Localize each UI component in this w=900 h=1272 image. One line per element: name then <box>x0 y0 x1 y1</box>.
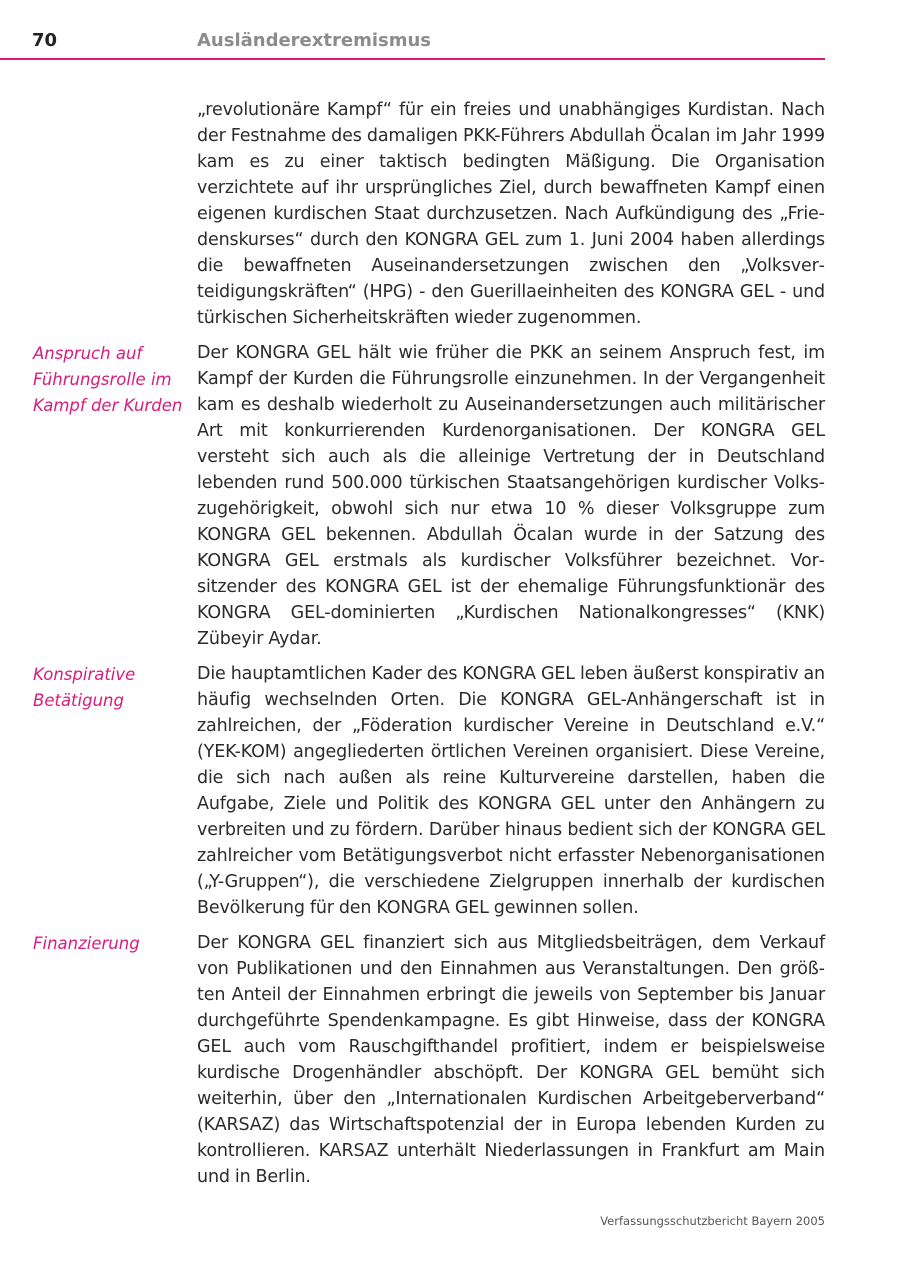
paragraph-intro: „revolutionäre Kampf“ für ein freies und unabhängiges Kurdistan. Nach der Festnahme des damaligen PKK-Führers Abdullah Öcalan im Jahr 1999 kam es zu einer taktisch bedingten Mäßigung. Die Organisation verzichtete auf ihr ursprüngliches Ziel, durch bewaffneten Kampf einen eigenen kurdischen Staat durchzusetzen. Nach Aufkündigung des „Friedenskurses“ durch den KONGRA GEL zum 1. Juni 2004 haben allerdings die bewaffneten Auseinandersetzungen zwischen den „Volksverteidigungskräften“ (HPG) - den Guerillaeinheiten des KONGRA GEL - und türkischen Sicherheitskräften wieder zugenommen. <box>197 100 825 328</box>
paragraph-finanzierung: Der KONGRA GEL finanziert sich aus Mitgliedsbeiträgen, dem Verkauf von Publikationen und den Einnahmen aus Veranstaltungen. Den größten Anteil der Einnahmen erbringt die jeweils von September bis Januar durchgeführte Spendenkampagne. Es gibt Hinweise, dass der KONGRA GEL auch vom Rauschgifthandel profitiert, indem er beispielsweise kurdische Drogenhändler abschöpft. Der KONGRA GEL bemüht sich weiterhin, über den „Internationalen Kurdischen Arbeitgeberverband“ (KARSAZ) das Wirtschaftspotenzial der in Europa lebenden Kurden zu kontrollieren. KARSAZ unterhält Niederlassungen in Frankfurt am Main und in Berlin. <box>197 933 825 1187</box>
page-footer: Verfassungsschutzbericht Bayern 2005 <box>600 1214 825 1228</box>
chapter-title: Ausländerextremismus <box>197 30 431 51</box>
paragraph-fuehrungsrolle: Der KONGRA GEL hält wie früher die PKK an seinem Anspruch fest, im Kampf der Kurden die Führungsrolle einzunehmen. In der Vergangenheit kam es deshalb wiederholt zu Auseinandersetzungen auch militärischer Art mit konkurrierenden Kurdenorganisationen. Der KONGRA GEL versteht sich auch als die alleinige Vertretung der in Deutschland lebenden rund 500.000 türkischen Staatsangehörigen kurdischer Volkszugehörigkeit, obwohl sich nur etwa 10 % dieser Volksgruppe zum KONGRA GEL bekennen. Abdullah Öcalan wurde in der Satzung des KONGRA GEL erstmals als kurdischer Volksführer bezeichnet. Vorsitzender des KONGRA GEL ist der ehemalige Führungsfunktionär des KONGRA GEL-dominierten „Kurdischen Nationalkongresses“ (KNK) Zübeyir Aydar. <box>197 343 825 649</box>
page-content <box>0 97 900 1199</box>
paragraph-konspirative-betaetigung: Die hauptamtlichen Kader des KONGRA GEL leben äußerst konspirativ an häufig wechselnden Orten. Die KONGRA GEL-Anhängerschaft ist in zahlreichen, der „Föderation kurdischer Vereine in Deutschland e.V.“ (YEK-KOM) angegliederten örtlichen Vereinen organisiert. Diese Vereine, die sich nach außen als reine Kulturvereine darstellen, haben die Aufgabe, Ziele und Politik des KONGRA GEL unter den Anhängern zu verbreiten und zu fördern. Darüber hinaus bedient sich der KONGRA GEL zahlreicher vom Betätigungsverbot nicht erfasster Nebenorganisationen („Y-Gruppen“), die verschiedene Zielgruppen innerhalb der kurdischen Bevölkerung für den KONGRA GEL gewinnen sollen. <box>197 664 825 918</box>
section-intro <box>0 97 900 331</box>
margin-note-konspirative-betaetigung: Konspirative Betätigung <box>33 665 136 710</box>
page-header <box>0 0 825 60</box>
margin-note-fuehrungsrolle: Anspruch auf Führungsrolle im Kampf der Kurden <box>33 344 183 415</box>
page-number: 70 <box>32 30 58 51</box>
section-finanzierung <box>0 930 900 1190</box>
section-fuehrungsrolle <box>0 340 900 652</box>
section-konspirative-betaetigung <box>0 661 900 921</box>
margin-note-finanzierung: Finanzierung <box>33 934 140 953</box>
